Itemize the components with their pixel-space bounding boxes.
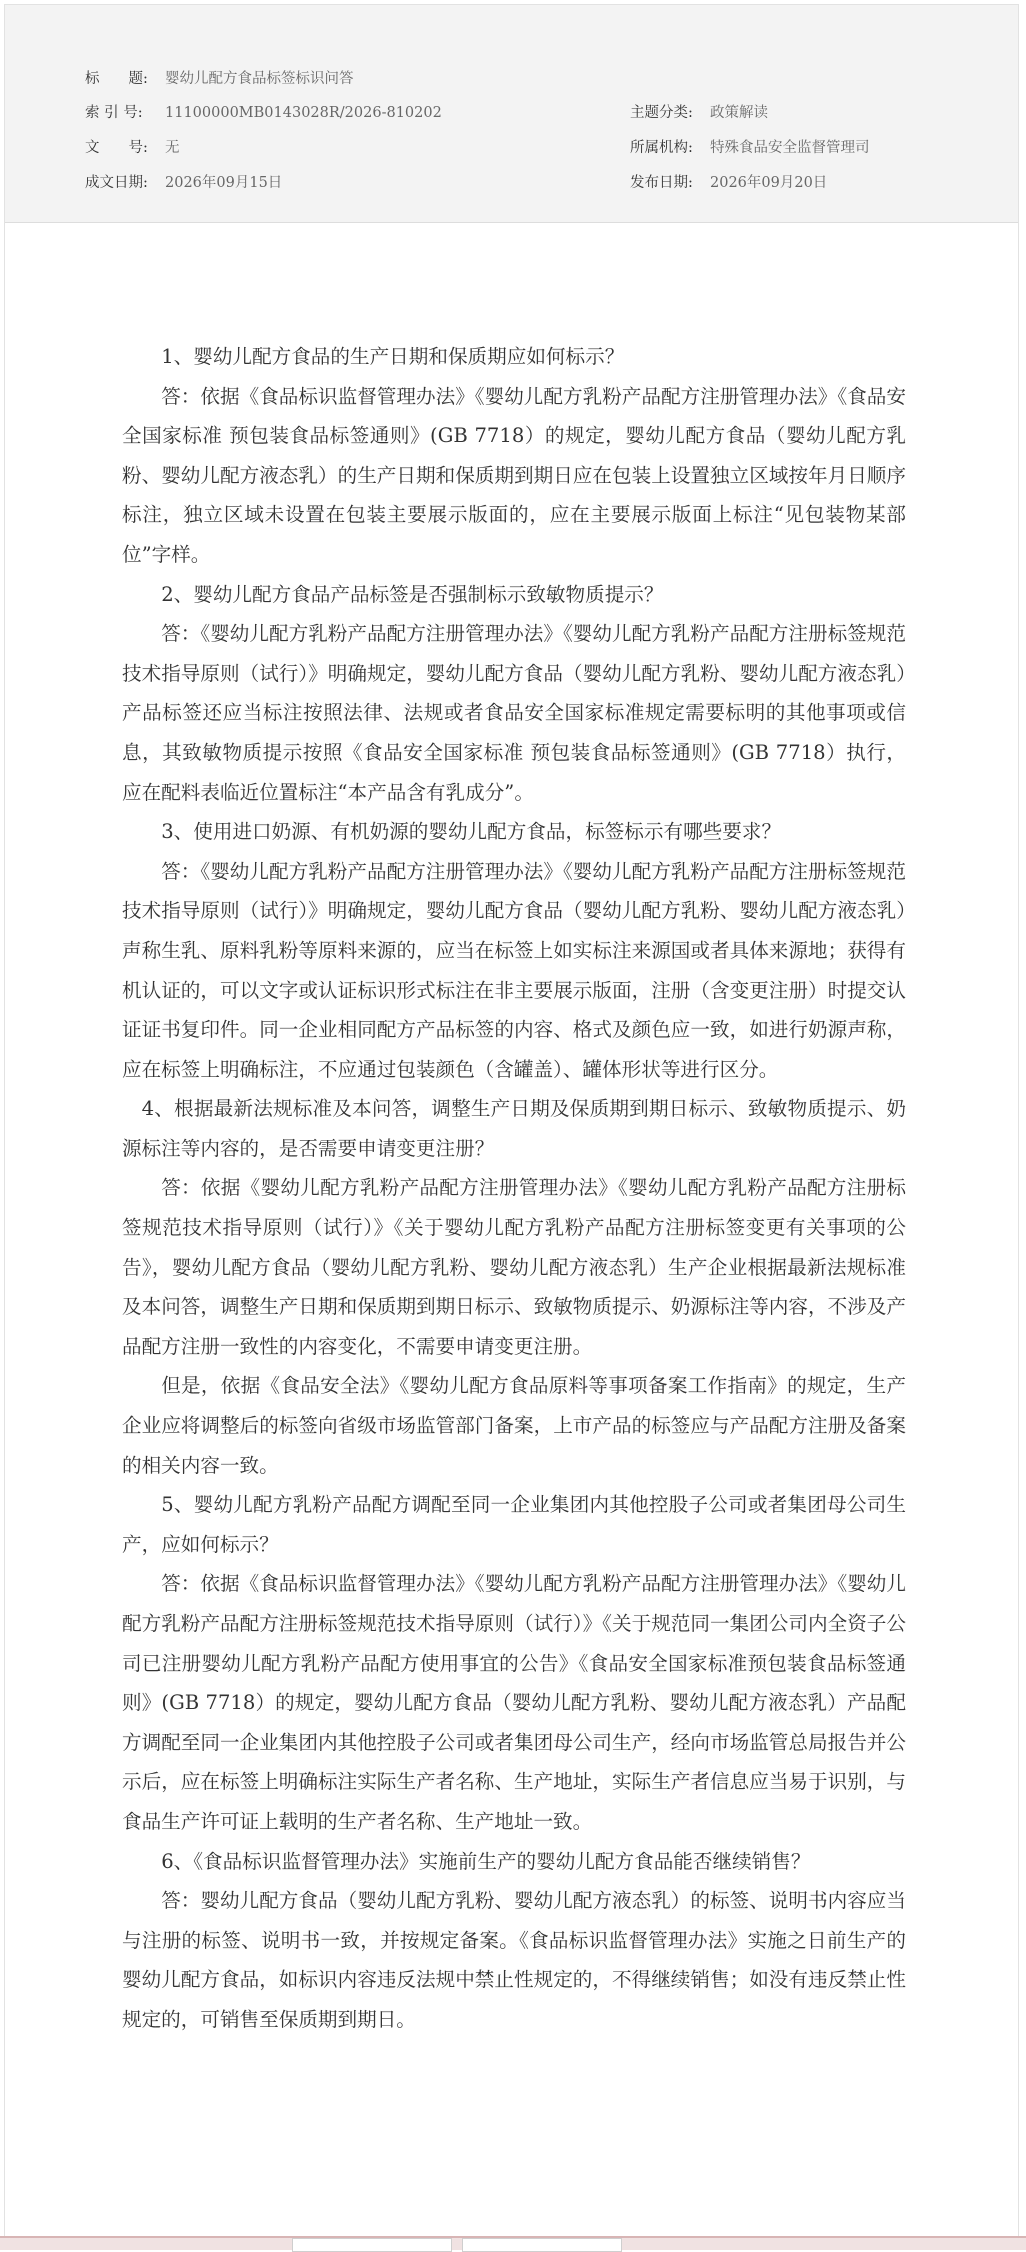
question-4: 4、根据最新法规标准及本问答，调整生产日期及保质期到期日标示、致敏物质提示、奶源标注等内容的，是否需要申请变更注册？ [122, 1097, 906, 1160]
question-6: 6、《食品标识监督管理办法》实施前生产的婴幼儿配方食品能否继续销售？ [161, 1849, 811, 1873]
question-2: 2、婴幼儿配方食品产品标签是否强制标示致敏物质提示？ [161, 582, 664, 606]
meta-topic-row [630, 103, 768, 123]
meta-title-row [85, 69, 354, 89]
document-metadata-panel [5, 5, 1018, 223]
meta-written-date-row [85, 173, 282, 193]
question-1: 1、婴幼儿配方食品的生产日期和保质期应如何标示？ [161, 345, 625, 368]
meta-title-label: 标 题: [85, 71, 148, 87]
meta-org-value: 特殊食品安全监督管理司 [710, 140, 870, 156]
meta-published-date-label: 发布日期: [630, 175, 693, 191]
document-page [4, 4, 1019, 2240]
meta-topic-value: 政策解读 [710, 105, 768, 121]
question-3: 3、使用进口奶源、有机奶源的婴幼儿配方食品，标签标示有哪些要求？ [161, 820, 782, 844]
answer-5: 答：依据《食品标识监督管理办法》《婴幼儿配方乳粉产品配方注册管理办法》《婴幼儿配方乳粉产品配方注册标签规范技术指导原则（试行）》《关于规范同一集团公司内全资子公司已注册婴幼儿配方乳粉产品配方使用事宜的公告》《食品安全国家标准预包装食品标签通则》(GB 7718）的规定，婴幼儿配方食品（婴幼儿配方乳粉、婴幼儿配方液态乳）产品配方调配至同一企业集团内其他控股子公司或者集团母公司生产，经向市场监管总局报告并公示后，应在标签上明确标注实际生产者名称、生产地址，实际生产者信息应当易于识别，与食品生产许可证上载明的生产者名称、生产地址一致。 [122, 1572, 906, 1833]
meta-org-row [630, 138, 870, 158]
article-body [122, 337, 906, 2040]
meta-published-date-row [630, 173, 827, 193]
answer-3: 答：《婴幼儿配方乳粉产品配方注册管理办法》《婴幼儿配方乳粉产品配方注册标签规范技术指导原则（试行）》明确规定，婴幼儿配方食品（婴幼儿配方乳粉、婴幼儿配方液态乳）声称生乳、原料乳粉等原料来源的，应当在标签上如实标注来源国或者具体来源地；获得有机认证的，可以文字或认证标识形式标注在非主要展示版面，注册（含变更注册）时提交认证证书复印件。同一企业相同配方产品标签的内容、格式及颜色应一致，如进行奶源声称，应在标签上明确标注，不应通过包装颜色（含罐盖）、罐体形状等进行区分。 [122, 859, 906, 1081]
answer-1: 答：依据《食品标识监督管理办法》《婴幼儿配方乳粉产品配方注册管理办法》《食品安全国家标准 预包装食品标签通则》(GB 7718）的规定，婴幼儿配方食品（婴幼儿配方乳粉、婴幼儿配方液态乳）的生产日期和保质期到期日应在包装上设置独立区域按年月日顺序标注，独立区域未设置在包装主要展示版面的，应在主要展示版面上标注“见包装物某部位”字样。 [122, 384, 906, 566]
meta-docno-row [85, 138, 180, 158]
meta-index-value: 11100000MB0143028R/2026-810202 [165, 105, 442, 121]
meta-topic-label: 主题分类: [630, 105, 693, 121]
meta-written-date-value: 2026年09月15日 [165, 175, 283, 191]
meta-title-value: 婴幼儿配方食品标签标识问答 [165, 71, 354, 87]
meta-docno-value: 无 [165, 140, 180, 156]
answer-6: 答：婴幼儿配方食品（婴幼儿配方乳粉、婴幼儿配方液态乳）的标签、说明书内容应当与注册的标签、说明书一致，并按规定备案。《食品标识监督管理办法》实施之日前生产的婴幼儿配方食品，如标识内容违反法规中禁止性规定的，不得继续销售；如没有违反禁止性规定的，可销售至保质期到期日。 [122, 1889, 906, 2031]
meta-index-label: 索 引 号: [85, 105, 143, 121]
meta-published-date-value: 2026年09月20日 [710, 175, 828, 191]
answer-4: 答：依据《婴幼儿配方乳粉产品配方注册管理办法》《婴幼儿配方乳粉产品配方注册标签规范技术指导原则（试行）》《关于婴幼儿配方乳粉产品配方注册标签变更有关事项的公告》，婴幼儿配方食品（婴幼儿配方乳粉、婴幼儿配方液态乳）生产企业根据最新法规标准及本问答，调整生产日期和保质期到期日标示、致敏物质提示、奶源标注等内容，不涉及产品配方注册一致性的内容变化，不需要申请变更注册。 [122, 1176, 906, 1358]
meta-org-label: 所属机构: [630, 140, 693, 156]
meta-written-date-label: 成文日期: [85, 175, 148, 191]
answer-2: 答：《婴幼儿配方乳粉产品配方注册管理办法》《婴幼儿配方乳粉产品配方注册标签规范技术指导原则（试行）》明确规定，婴幼儿配方食品（婴幼儿配方乳粉、婴幼儿配方液态乳）产品标签还应当标注按照法律、法规或者食品安全国家标准规定需要标明的其他事项或信息，其致敏物质提示按照《食品安全国家标准 预包装食品标签通则》(GB 7718）执行，应在配料表临近位置标注“本产品含有乳成分”。 [122, 622, 906, 804]
question-5: 5、婴幼儿配方乳粉产品配方调配至同一企业集团内其他控股子公司或者集团母公司生产，应如何标示？ [122, 1493, 906, 1556]
meta-docno-label: 文 号: [85, 140, 148, 156]
answer-4-continued: 但是，依据《食品安全法》《婴幼儿配方食品原料等事项备案工作指南》的规定，生产企业应将调整后的标签向省级市场监管部门备案，上市产品的标签应与产品配方注册及备案的相关内容一致。 [122, 1374, 906, 1477]
meta-index-row [85, 103, 442, 123]
